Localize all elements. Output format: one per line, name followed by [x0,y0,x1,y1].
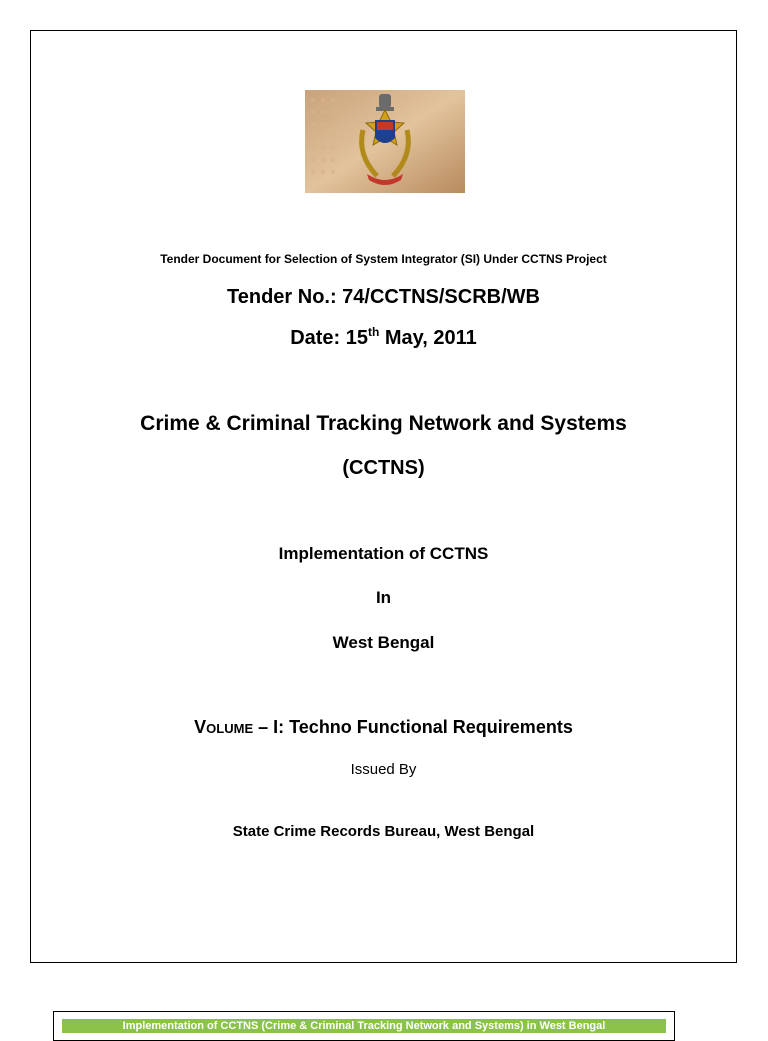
volume-title [31,717,736,738]
volume-rest: – I: Techno Functional Requirements [253,717,573,737]
tender-date [31,327,736,350]
implementation-in: In [375,588,392,607]
issued-by-label: Issued By [350,761,417,778]
implementation-heading: Implementation of CCTNS [278,544,489,563]
date-superscript: th [368,325,380,339]
document-page [30,30,737,963]
document-subtitle: Tender Document for Selection of System Integrator (SI) Under CCTNS Project [160,252,607,266]
police-emblem-logo [305,90,465,193]
next-page-header-band: Implementation of CCTNS (Crime & Criminal Tracking Network and Systems) in West Bengal [62,1019,666,1033]
project-acronym: (CCTNS) [342,457,425,479]
next-page-preview [53,1011,675,1041]
date-suffix: May, 2011 [379,327,477,349]
date-prefix: Date: 15 [290,327,368,349]
tender-number: Tender No.: 74/CCTNS/SCRB/WB [227,286,540,308]
project-title: Crime & Criminal Tracking Network and Systems [140,412,627,435]
implementation-state: West Bengal [332,633,435,652]
volume-label: Volume [194,717,254,737]
issuing-authority: State Crime Records Bureau, West Bengal [232,823,535,840]
